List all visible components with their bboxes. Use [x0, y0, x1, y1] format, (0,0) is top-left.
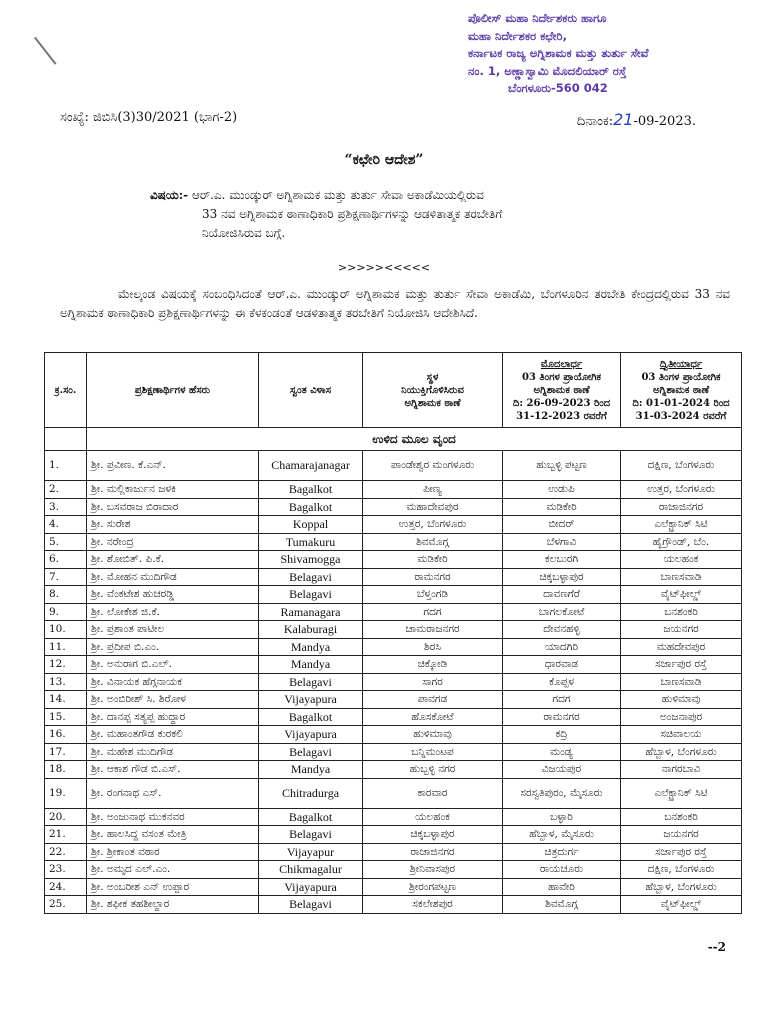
- row-home-address: Belagavi: [259, 826, 363, 844]
- document-title: “ಕಛೇರಿ ಆದೇಶ”: [344, 152, 424, 168]
- row-trainee-name: ಶ್ರೀ. ಆಕಾಶ ಗೌಡ ಬಿ.ಎಸ್.: [87, 761, 259, 779]
- row-first-half-station: ಉಡುಪಿ: [503, 481, 621, 499]
- row-second-half-station: ಹೆಬ್ಬಾಳ, ಬೆಂಗಳೂರು: [621, 878, 742, 896]
- row-first-half-station: ರಾಯಚೂರು: [503, 861, 621, 879]
- row-first-half-station: ಹೆಬ್ಬಾಳ, ಮೈಸೂರು: [503, 826, 621, 844]
- row-second-half-station: ಎಲೆಕ್ಟ್ರಾನಿಕ್ ಸಿಟಿ: [621, 516, 742, 534]
- row-posting-station: ಉತ್ತರ, ಬೆಂಗಳೂರು: [363, 516, 503, 534]
- header-place: [363, 353, 503, 428]
- row-trainee-name: ಶ್ರೀ. ಅಂಬಿರೀಶ್ ಸಿ. ಶಿರೋಳ: [87, 691, 259, 709]
- row-posting-station: ಕಾರವಾರ: [363, 778, 503, 808]
- table-header-row: [45, 353, 742, 428]
- table-row: [45, 603, 742, 621]
- row-second-half-station: ಎಲೆಕ್ಟ್ರಾನಿಕ್ ಸಿಟಿ: [621, 778, 742, 808]
- header-second-line: ದಿ: 01-01-2024 ರಿಂದ: [632, 397, 730, 409]
- header-place-line: ಸ್ಥಳ: [426, 371, 439, 383]
- header-name: ಪ್ರಶಿಕ್ಷಣಾರ್ಥಿಗಳ ಹೆಸರು: [87, 353, 259, 428]
- row-second-half-station: ಅಂಜನಾಪುರ: [621, 708, 742, 726]
- table-row: [45, 481, 742, 499]
- row-trainee-name: ಶ್ರೀ. ವೆಂಕಟೇಶ ಹುಚರಡ್ಡಿ: [87, 586, 259, 604]
- header-second-half: [621, 353, 742, 428]
- row-posting-station: ಪೀಣ್ಯ: [363, 481, 503, 499]
- row-posting-station: ಚಾಮರಾಜನಗರ: [363, 621, 503, 639]
- row-serial-number: 25.: [45, 896, 87, 914]
- row-posting-station: ಪಾಂಡೇಶ್ವರ ಮಂಗಳೂರು: [363, 451, 503, 481]
- row-trainee-name: ಶ್ರೀ. ನರೇಂದ್ರ: [87, 533, 259, 551]
- row-home-address: Koppal: [259, 516, 363, 534]
- table-row: [45, 621, 742, 639]
- table-row: [45, 778, 742, 808]
- date-rest: -09-2023.: [633, 114, 696, 129]
- office-line: ನಂ. 1, ಅಣ್ಣಾಸ್ವಾಮಿ ಮೊದಲಿಯಾರ್ ರಸ್ತೆ: [468, 63, 627, 78]
- row-serial-number: 24.: [45, 878, 87, 896]
- intro-paragraph: ಮೇಲ್ಕಂಡ ವಿಷಯಕ್ಕೆ ಸಂಬಂಧಿಸಿದಂತೆ ಆರ್.ಎ. ಮುಂಡ್ಕುರ್ ಅಗ್ನಿಶಾಮಕ ಮತ್ತು ತುರ್ತು ಸೇವಾ ಅಕಾಡೆಮಿ, ಬೆಂಗಳೂರಿನ ತರಬೇತಿ ಕೇಂದ್ರದಲ್ಲಿರುವ 33 ನವ ಅಗ್ನಿಶಾಮಕ ಠಾಣಾಧಿಕಾರಿ ಪ್ರಶಿಕ್ಷಣಾರ್ಥಿಗಳನ್ನು ಈ ಕೆಳಕಂಡಂತೆ ಆಡಳಿತಾತ್ಮಕ ತರಬೇತಿಗೆ ನಿಯೋಜಿಸಿ ಆದೇಶಿಸಿದೆ.: [60, 287, 730, 320]
- row-serial-number: 5.: [45, 533, 87, 551]
- row-trainee-name: ಶ್ರೀ. ಅನುರಾಗ ಬಿ.ಎಲ್.: [87, 656, 259, 674]
- row-first-half-station: ಬೀದರ್: [503, 516, 621, 534]
- row-serial-number: 22.: [45, 843, 87, 861]
- row-first-half-station: ರಾಮನಗರ: [503, 708, 621, 726]
- row-home-address: Mandya: [259, 761, 363, 779]
- date-label: ದಿನಾಂಕ:: [576, 114, 614, 129]
- row-serial-number: 18.: [45, 761, 87, 779]
- table-row: [45, 743, 742, 761]
- row-second-half-station: ಹೈಗ್ರೌಂಡ್, ಬೆಂ.: [621, 533, 742, 551]
- row-trainee-name: ಶ್ರೀ. ಅಮೃದ ಎಲ್.ಎಂ.: [87, 861, 259, 879]
- row-serial-number: 11.: [45, 638, 87, 656]
- row-trainee-name: ಶ್ರೀ. ಪ್ರವೀಣ. ಕೆ.ಎನ್.: [87, 451, 259, 481]
- row-serial-number: 19.: [45, 778, 87, 808]
- row-home-address: Belagavi: [259, 896, 363, 914]
- row-first-half-station: ಸರಸ್ವತಿಪುರಂ, ಮೈಸೂರು: [503, 778, 621, 808]
- table-row: [45, 586, 742, 604]
- subject-line-3: ನಿಯೋಜಿಸಿರುವ ಬಗ್ಗೆ.: [202, 226, 286, 240]
- row-home-address: Belagavi: [259, 586, 363, 604]
- row-second-half-station: ವೈಟ್‌ಫೀಲ್ಡ್: [621, 586, 742, 604]
- table-row: [45, 843, 742, 861]
- row-posting-station: ಮಹಾದೇವಪುರ: [363, 498, 503, 516]
- row-trainee-name: ಶ್ರೀ. ಪ್ರಶಾಂತ ಪಾಟೀಲ: [87, 621, 259, 639]
- row-home-address: Chamarajanagar: [259, 451, 363, 481]
- row-first-half-station: ದೇವನಹಳ್ಳಿ: [503, 621, 621, 639]
- row-home-address: Bagalkot: [259, 498, 363, 516]
- row-home-address: Belagavi: [259, 743, 363, 761]
- row-serial-number: 23.: [45, 861, 87, 879]
- row-second-half-station: ಉತ್ತರ, ಬೆಂಗಳೂರು: [621, 481, 742, 499]
- group-title: ಉಳಿದ ಮೂಲ ವೃಂದ: [87, 428, 742, 451]
- table-row: [45, 533, 742, 551]
- row-first-half-station: ವಿಜಯಪುರ: [503, 761, 621, 779]
- row-trainee-name: ಶ್ರೀ. ಶ್ರೀಕಾಂತ ವಠಾರ: [87, 843, 259, 861]
- row-posting-station: ಯಲಹಂಕ: [363, 808, 503, 826]
- row-trainee-name: ಶ್ರೀ. ಶಫೀಕ ತಹಶೀಲ್ದಾರ: [87, 896, 259, 914]
- row-first-half-station: ಹಾವೇರಿ: [503, 878, 621, 896]
- row-serial-number: 13.: [45, 673, 87, 691]
- trainee-assignment-table: [44, 352, 742, 914]
- row-home-address: Bagalkot: [259, 708, 363, 726]
- scan-pen-mark: [34, 37, 57, 65]
- row-serial-number: 2.: [45, 481, 87, 499]
- page-continuation: --2: [707, 940, 726, 954]
- header-first-line: ಅಗ್ನಿಶಾಮಕ ಠಾಣೆ: [533, 384, 590, 396]
- row-home-address: Ramanagara: [259, 603, 363, 621]
- table-row: [45, 568, 742, 586]
- row-home-address: Tumakuru: [259, 533, 363, 551]
- row-second-half-station: ಬಾಣಸವಾಡಿ: [621, 568, 742, 586]
- row-second-half-station: ಬನಶಂಕರಿ: [621, 808, 742, 826]
- row-home-address: Bagalkot: [259, 808, 363, 826]
- row-posting-station: ಬನ್ನಿಮಂಟಪ: [363, 743, 503, 761]
- row-serial-number: 20.: [45, 808, 87, 826]
- row-serial-number: 16.: [45, 726, 87, 744]
- subject-label: ವಿಷಯ:-: [150, 188, 189, 202]
- header-sn: ಕ್ರ.ಸಂ.: [45, 353, 87, 428]
- table-row: [45, 516, 742, 534]
- row-trainee-name: ಶ್ರೀ. ಮೋಹನ ಮುದಿಗೌಡ: [87, 568, 259, 586]
- row-posting-station: ಚಿಕ್ಕೋಡಿ: [363, 656, 503, 674]
- row-home-address: Vijayapura: [259, 726, 363, 744]
- table-row: [45, 656, 742, 674]
- row-second-half-station: ಯಲಹಂಕ: [621, 551, 742, 569]
- row-serial-number: 21.: [45, 826, 87, 844]
- row-first-half-station: ಮಡಿಕೇರಿ: [503, 498, 621, 516]
- row-serial-number: 12.: [45, 656, 87, 674]
- table-row: [45, 638, 742, 656]
- row-home-address: Vijayapura: [259, 691, 363, 709]
- row-first-half-station: ಬಳ್ಳಾರಿ: [503, 808, 621, 826]
- row-home-address: Kalaburagi: [259, 621, 363, 639]
- office-line: ಪೊಲೀಸ್ ಮಹಾ ನಿರ್ದೇಶಕರು ಹಾಗೂ: [468, 11, 607, 25]
- row-trainee-name: ಶ್ರೀ. ಅಂಜುನಾಥ ಮುಕನವರ: [87, 808, 259, 826]
- row-trainee-name: ಶ್ರೀ. ಹಾಲಸಿದ್ದ ವಸಂತ ಮೇತ್ರಿ: [87, 826, 259, 844]
- table-row: [45, 896, 742, 914]
- row-serial-number: 1.: [45, 451, 87, 481]
- row-serial-number: 17.: [45, 743, 87, 761]
- row-first-half-station: ಕದ್ರಿ: [503, 726, 621, 744]
- row-home-address: Mandya: [259, 638, 363, 656]
- header-address: ಸ್ವಂತ ವಿಳಾಸ: [259, 353, 363, 428]
- header-place-line: ನಿಯುಕ್ತಿಗೊಳಿಸಿರುವ: [401, 384, 464, 396]
- row-first-half-station: ಬಾಗಲಕೋಟೆ: [503, 603, 621, 621]
- row-second-half-station: ಸರ್ಜಾಪುರ ರಸ್ತೆ: [621, 656, 742, 674]
- row-serial-number: 9.: [45, 603, 87, 621]
- row-first-half-station: ಧಾರವಾಡ: [503, 656, 621, 674]
- row-posting-station: ಶಿರಸಿ: [363, 638, 503, 656]
- row-posting-station: ಪಾವಗಡ: [363, 691, 503, 709]
- row-first-half-station: ದಾವಣಗೆರೆ: [503, 586, 621, 604]
- row-trainee-name: ಶ್ರೀ. ಅಂಬರೀಶ ಎನ್ ಉಪ್ಪಾರ: [87, 878, 259, 896]
- office-line: ಕರ್ನಾಟಕ ರಾಜ್ಯ ಅಗ್ನಿಶಾಮಕ ಮತ್ತು ತುರ್ತು ಸೇವೆ: [468, 46, 649, 60]
- row-second-half-station: ಹುಳಿಮಾವು: [621, 691, 742, 709]
- row-second-half-station: ನಾಗರಬಾವಿ: [621, 761, 742, 779]
- row-second-half-station: ಮಹದೇವಪುರ: [621, 638, 742, 656]
- row-trainee-name: ಶ್ರೀ. ಮಹಾಂತಗೌಡ ಕುರಕಲಿ: [87, 726, 259, 744]
- row-home-address: Bagalkot: [259, 481, 363, 499]
- table-row: [45, 708, 742, 726]
- header-second-line: 31-03-2024 ರವರೆಗೆ: [635, 410, 727, 422]
- row-serial-number: 8.: [45, 586, 87, 604]
- row-posting-station: ಶ್ರೀನಿವಾಸಪುರ: [363, 861, 503, 879]
- row-home-address: Chikmagalur: [259, 861, 363, 879]
- header-first-line: ಮೊದಲಾರ್ಧ: [540, 358, 583, 370]
- subject-line-1: ಆರ್.ಎ. ಮುಂಡ್ಕುರ್ ಅಗ್ನಿಶಾಮಕ ಮತ್ತು ತುರ್ತು ಸೇವಾ ಅಕಾಡೆಮಿಯಲ್ಲಿರುವ: [192, 188, 484, 202]
- header-second-line: ದ್ವಿತೀಯಾರ್ಧ: [659, 358, 703, 370]
- row-posting-station: ರಾಜಾಜಿನಗರ: [363, 843, 503, 861]
- row-posting-station: ಸಾಗರ: [363, 673, 503, 691]
- row-posting-station: ಗದಗ: [363, 603, 503, 621]
- row-first-half-station: ಗದಗ: [503, 691, 621, 709]
- row-posting-station: ಶಿವಮೊಗ್ಗ: [363, 533, 503, 551]
- row-first-half-station: ಯಾದಗಿರಿ: [503, 638, 621, 656]
- row-posting-station: ಹುಬ್ಬಳ್ಳಿ ನಗರ: [363, 761, 503, 779]
- header-first-line: 03 ತಿಂಗಳ ಪ್ರಾಯೋಗಿಕ: [521, 371, 602, 383]
- row-trainee-name: ಶ್ರೀ. ಮಲ್ಲಿಕಾರ್ಜುನ ಜಳಕಿ: [87, 481, 259, 499]
- row-serial-number: 15.: [45, 708, 87, 726]
- row-trainee-name: ಶ್ರೀ. ಸುರೇಶ: [87, 516, 259, 534]
- row-serial-number: 4.: [45, 516, 87, 534]
- row-second-half-station: ಬನಶಂಕರಿ: [621, 603, 742, 621]
- row-first-half-station: ಕೊಪ್ಪಳ: [503, 673, 621, 691]
- group-title-spacer: [45, 428, 87, 451]
- row-second-half-station: ಸಚಿವಾಲಯ: [621, 726, 742, 744]
- row-home-address: Belagavi: [259, 673, 363, 691]
- row-home-address: Mandya: [259, 656, 363, 674]
- table-row: [45, 861, 742, 879]
- row-posting-station: ಸಕಲೇಶಪುರ: [363, 896, 503, 914]
- date-handwritten-day: 21: [613, 110, 634, 129]
- row-home-address: Chitradurga: [259, 778, 363, 808]
- table-row: [45, 878, 742, 896]
- row-posting-station: ಮಡಿಕೇರಿ: [363, 551, 503, 569]
- row-home-address: Vijayapura: [259, 878, 363, 896]
- row-posting-station: ರಾಮನಗರ: [363, 568, 503, 586]
- table-row: [45, 498, 742, 516]
- row-posting-station: ಬೆಳ್ತಂಗಡಿ: [363, 586, 503, 604]
- row-first-half-station: ಚಿತ್ರದುರ್ಗ: [503, 843, 621, 861]
- row-serial-number: 7.: [45, 568, 87, 586]
- row-posting-station: ಶ್ರೀರಂಗಪಟ್ಟಣ: [363, 878, 503, 896]
- row-second-half-station: ರಾಜಾಜಿನಗರ: [621, 498, 742, 516]
- row-serial-number: 6.: [45, 551, 87, 569]
- row-trainee-name: ಶ್ರೀ. ಶೋಬಿತ್. ಪಿ.ಕೆ.: [87, 551, 259, 569]
- row-first-half-station: ಕಲಬುರಗಿ: [503, 551, 621, 569]
- row-serial-number: 10.: [45, 621, 87, 639]
- row-first-half-station: ಮಂಡ್ಯ: [503, 743, 621, 761]
- table-row: [45, 551, 742, 569]
- office-line: ಮಹಾ ನಿರ್ದೇಶಕರ ಕಛೇರಿ,: [468, 28, 567, 43]
- row-trainee-name: ಶ್ರೀ. ಲೋಕೇಶ ಜಿ.ಕೆ.: [87, 603, 259, 621]
- header-second-line: ಅಗ್ನಿಶಾಮಕ ಠಾಣೆ: [652, 384, 709, 396]
- office-line: ಬೆಂಗಳೂರು-560 042: [508, 81, 608, 95]
- table-row: [45, 808, 742, 826]
- row-home-address: Shivamogga: [259, 551, 363, 569]
- row-posting-station: ಹೊಸಕೋಟೆ: [363, 708, 503, 726]
- row-first-half-station: ಚಿಕ್ಕಬಳ್ಳಾಪುರ: [503, 568, 621, 586]
- table-row: [45, 691, 742, 709]
- subject-line-2: 33 ನವ ಅಗ್ನಿಶಾಮಕ ಠಾಣಾಧಿಕಾರಿ ಪ್ರಶಿಕ್ಷಣಾರ್ಥಿಗಳನ್ನು ಆಡಳಿತಾತ್ಮಕ ತರಬೇತಿಗೆ: [202, 207, 503, 221]
- row-posting-station: ಚಿಕ್ಕಬಳ್ಳಾಪುರ: [363, 826, 503, 844]
- row-trainee-name: ಶ್ರೀ. ದಾನಪ್ಪ ಸತ್ಯಪ್ಪ ಹುದ್ದಾರ: [87, 708, 259, 726]
- row-serial-number: 14.: [45, 691, 87, 709]
- row-second-half-station: ಬಾಣಸವಾಡಿ: [621, 673, 742, 691]
- header-first-half: [503, 353, 621, 428]
- separator: >>>>><<<<<: [337, 261, 431, 274]
- row-second-half-station: ಹೆಬ್ಬಾಳ, ಬೆಂಗಳೂರು: [621, 743, 742, 761]
- table-row: [45, 826, 742, 844]
- row-trainee-name: ಶ್ರೀ. ವಿನಾಯಕ ಹೆಗ್ಗನಾಯಕ: [87, 673, 259, 691]
- header-second-line: 03 ತಿಂಗಳ ಪ್ರಾಯೋಗಿಕ: [641, 371, 721, 383]
- row-trainee-name: ಶ್ರೀ. ರಂಗನಾಥ ಎಸ್.: [87, 778, 259, 808]
- table-row: [45, 726, 742, 744]
- row-second-half-station: ದಕ್ಷಿಣ, ಬೆಂಗಳೂರು: [621, 861, 742, 879]
- row-second-half-station: ಜಯನಗರ: [621, 621, 742, 639]
- header-first-line: ದಿ: 26-09-2023 ರಿಂದ: [512, 397, 611, 409]
- office-address-stamp: [468, 10, 718, 98]
- row-second-half-station: ವೈಟ್‌ಫೀಲ್ಡ್: [621, 896, 742, 914]
- group-title-row: [45, 428, 742, 451]
- order-date: [577, 110, 696, 129]
- row-first-half-station: ಬೆಳಗಾವಿ: [503, 533, 621, 551]
- row-home-address: Belagavi: [259, 568, 363, 586]
- row-home-address: Vijayapur: [259, 843, 363, 861]
- table-row: [45, 761, 742, 779]
- row-first-half-station: ಹುಬ್ಬಳ್ಳಿ ಪಟ್ಟಣ: [503, 451, 621, 481]
- row-trainee-name: ಶ್ರೀ. ಪ್ರದೀಪ ಬಿ.ಎಂ.: [87, 638, 259, 656]
- table-row: [45, 451, 742, 481]
- subject-block: [150, 186, 740, 243]
- row-first-half-station: ಶಿವಮೊಗ್ಗ: [503, 896, 621, 914]
- row-trainee-name: ಶ್ರೀ. ಬಸವರಾಜ ಬಿರಾದಾರ: [87, 498, 259, 516]
- row-trainee-name: ಶ್ರೀ. ಮಹೇಶ ಮುದಿಗೌಡ: [87, 743, 259, 761]
- header-place-line: ಅಗ್ನಿಶಾಮಕ ಠಾಣೆ: [404, 397, 461, 409]
- table-row: [45, 673, 742, 691]
- reference-number: ಸಂಖ್ಯೆ: ಜಿಬಿಸಿ(3)30/2021 (ಭಾಗ-2): [60, 110, 238, 125]
- row-serial-number: 3.: [45, 498, 87, 516]
- row-second-half-station: ಜಯನಗರ: [621, 826, 742, 844]
- header-first-line: 31-12-2023 ರವರೆಗೆ: [516, 410, 607, 422]
- row-second-half-station: ಸರ್ಜಾಪುರ ರಸ್ತೆ: [621, 843, 742, 861]
- row-posting-station: ಹುಳಿಮಾವು: [363, 726, 503, 744]
- row-second-half-station: ದಕ್ಷಿಣ, ಬೆಂಗಳೂರು: [621, 451, 742, 481]
